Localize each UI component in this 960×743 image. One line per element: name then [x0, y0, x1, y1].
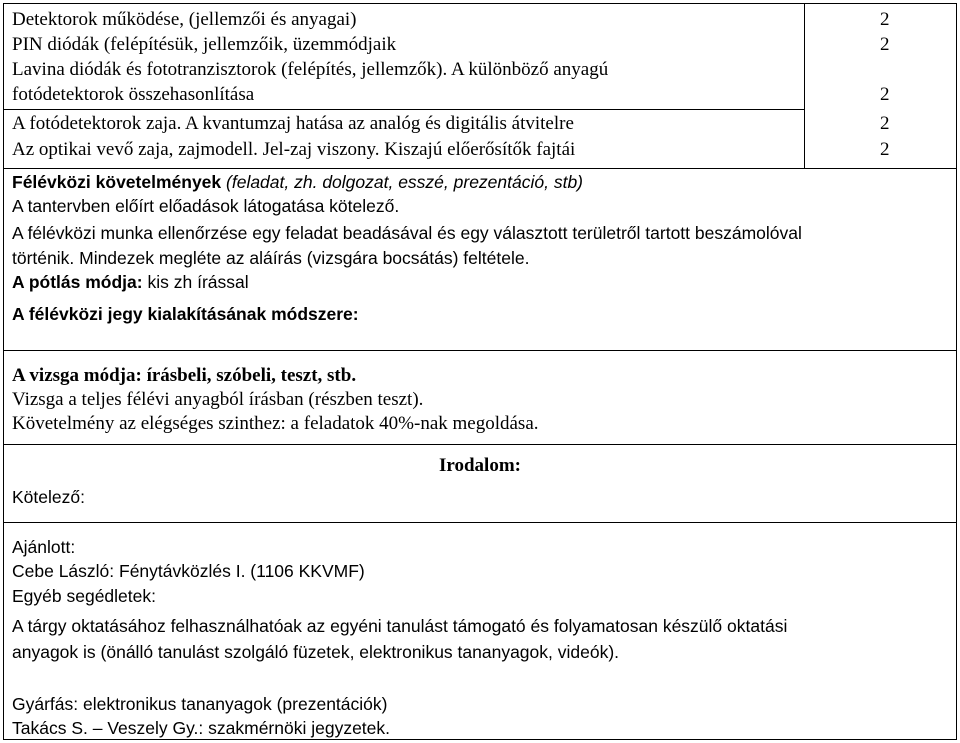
topic-hours: 2: [880, 9, 890, 30]
topic-row-continued: [12, 83, 952, 107]
section-divider: [4, 522, 956, 523]
topic-text: fotódetektorok összehasonlítása: [12, 84, 255, 105]
literature-heading: Irodalom:: [439, 455, 521, 476]
topic-text: A fotódetektorok zaja. A kvantumzaj hatása az analóg és digitális átvitelre: [12, 113, 574, 134]
row-divider: [4, 109, 804, 110]
topic-hours: 2: [880, 84, 890, 105]
exam-line: Vizsga a teljes félévi anyagból írásban (részben teszt).: [12, 389, 424, 410]
topic-row: [12, 112, 952, 136]
requirements-line: A tantervben előírt előadások látogatása kötelező.: [12, 196, 400, 216]
document-page: [3, 3, 957, 740]
retake-value: kis zh írással: [147, 272, 249, 292]
topic-text: Detektorok működése, (jellemzői és anyagai): [12, 9, 357, 30]
mandatory-label: Kötelező:: [12, 487, 85, 507]
exam-line: Követelmény az elégséges szinthez: a feladatok 40%-nak megoldása.: [12, 413, 539, 434]
exam-title: A vizsga módja: írásbeli, szóbeli, teszt, stb.: [12, 365, 357, 386]
recommended-label: Ajánlott:: [12, 537, 76, 557]
literature-item: Takács S. – Veszely Gy.: szakmérnöki jegyzetek.: [12, 718, 391, 738]
topic-text: Lavina diódák és fototranzisztorok (felépítés, jellemzők). A különböző anyagú: [12, 59, 609, 80]
topic-row: [12, 33, 952, 57]
topic-row: [12, 8, 952, 32]
other-label: Egyéb segédletek:: [12, 586, 156, 606]
topic-text: Az optikai vevő zaja, zajmodell. Jel-zaj viszony. Kiszajú előerősítők fajtái: [12, 139, 576, 160]
requirements-line: A félévközi munka ellenőrzése egy feladat beadásával és egy választott területről tartott beszámolóval: [12, 223, 802, 243]
topics-table: [4, 4, 956, 169]
topic-hours: 2: [880, 34, 890, 55]
topic-hours: 2: [880, 113, 890, 134]
section-divider: [4, 444, 956, 445]
requirements-title: [12, 170, 583, 194]
requirements-title-bold: Félévközi követelmények: [12, 172, 222, 192]
topic-row: [12, 58, 952, 82]
topic-hours: 2: [880, 139, 890, 160]
literature-item: Gyárfás: elektronikus tananyagok (prezentációk): [12, 694, 388, 714]
other-text: A tárgy oktatásához felhasználhatóak az egyéni tanulást támogató és folyamatosan készülő oktatási: [12, 616, 788, 636]
topic-row: [12, 138, 952, 162]
grade-method-heading: A félévközi jegy kialakításának módszere:: [12, 304, 359, 324]
requirements-title-note: (feladat, zh. dolgozat, esszé, prezentáció, stb): [226, 172, 584, 192]
section-divider: [4, 350, 956, 351]
retake-label: A pótlás módja:: [12, 272, 143, 292]
other-text: anyagok is (önálló tanulást szolgáló füzetek, elektronikus tananyagok, videók).: [12, 642, 620, 662]
recommended-item: Cebe László: Fénytávközlés I. (1106 KKVMF): [12, 561, 365, 581]
requirements-line: történik. Mindezek megléte az aláírás (vizsgára bocsátás) feltétele.: [12, 248, 530, 268]
topic-text: PIN diódák (felépítésük, jellemzőik, üzemmódjaik: [12, 34, 397, 55]
retake-method: [12, 270, 249, 294]
